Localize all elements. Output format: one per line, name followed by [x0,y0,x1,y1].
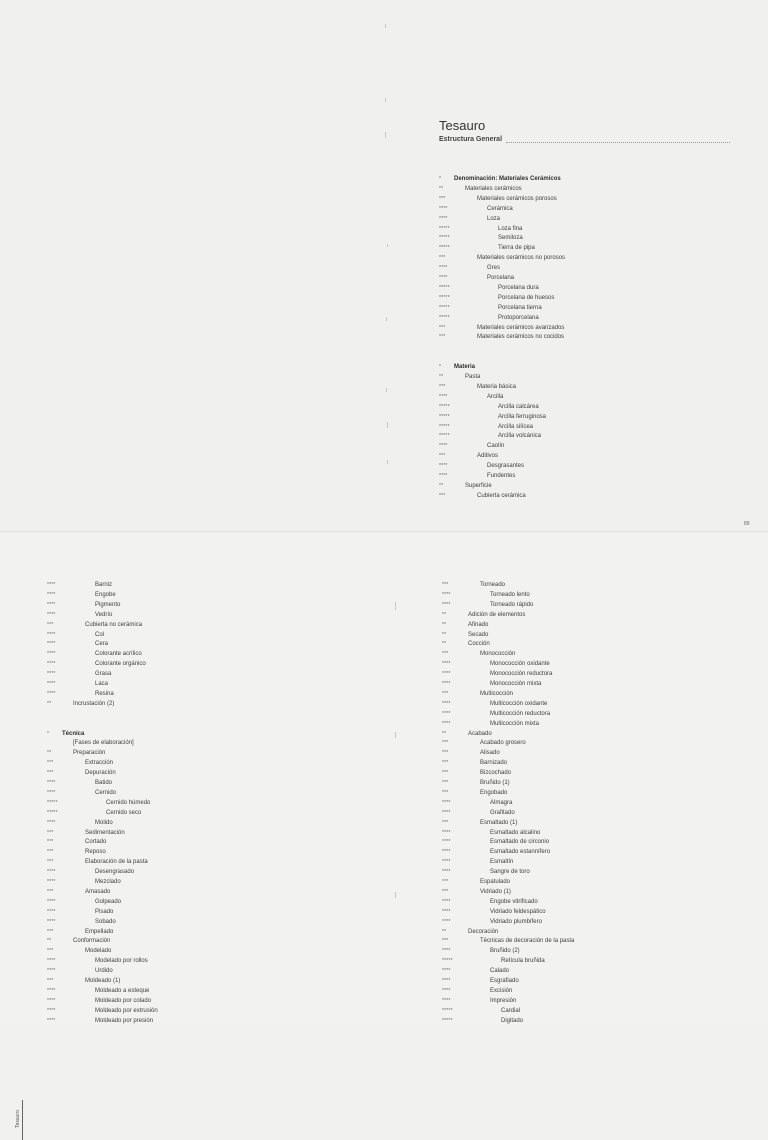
entry-term: Alisado [480,750,500,757]
level-marker: **** [47,908,56,915]
level-marker: *** [442,770,449,777]
level-marker: *** [47,928,54,935]
entry-term: Cernido [95,789,117,796]
level-marker: *** [442,789,449,796]
entry-term: Conformación [73,938,111,945]
entry-term: Barnizado [480,760,508,767]
level-marker: *** [47,760,54,767]
entry-term: Cera [95,641,109,648]
level-marker: **** [47,1017,56,1024]
level-marker: ** [439,374,444,380]
level-marker: *** [47,839,54,846]
level-marker: ***** [442,1017,453,1024]
level-marker: **** [47,968,56,975]
entry-term: Molido [95,819,113,826]
level-marker: **** [442,710,451,717]
level-marker: *** [47,829,54,836]
entry-term: Esmaltado alcalino [490,829,541,836]
level-marker: ***** [439,403,450,410]
entry-term: Porcelana tierna [498,304,542,311]
entry-term: Moldeado (1) [85,978,121,984]
entry-term: Esmaltado de circonio [490,839,550,846]
scan-mark [385,24,386,28]
level-marker: **** [442,859,451,866]
entry-term: Secado [468,631,489,638]
scan-mark [386,388,387,392]
level-marker: ** [442,611,447,618]
level-marker: **** [47,780,56,786]
entry-term: Porcelana dura [498,284,539,291]
scan-mark [387,422,388,428]
entry-term: Porcelana [487,275,515,281]
entry-term: [Fases de elaboración] [73,740,134,747]
entry-term: Modelado por rollos [95,958,148,965]
entry-term: Cardial [501,1007,521,1014]
level-marker: **** [47,958,56,965]
entry-term: Sobado [95,918,116,925]
entry-term: Moldeado por presión [95,1017,154,1024]
entry-term: Multicocción oxidante [490,700,548,707]
entry-term: Modelado [85,948,112,955]
level-marker: **** [47,641,56,648]
level-marker: **** [442,997,451,1004]
entry-term: Calado [490,968,510,975]
entry-term: Esgrafiado [490,978,519,984]
entry-term: Pasta [465,374,481,380]
entry-term: Excisión [490,987,513,994]
entry-term: Vedrío [95,611,113,618]
side-tab [14,1100,23,1140]
level-marker: *** [439,195,446,202]
level-marker: **** [47,651,56,658]
level-marker: **** [442,869,451,876]
level-marker: **** [442,987,451,994]
level-marker: **** [439,275,448,281]
level-marker: * [439,176,442,182]
level-marker: ***** [439,294,450,301]
entry-term: Depuración [85,770,116,777]
level-marker: ***** [439,413,450,420]
entry-term: Resina [95,690,114,697]
entry-term: Esmaltín [490,859,514,866]
entry-term: Bruñido (2) [490,948,520,955]
entry-term: Loza [487,215,501,222]
entry-term: Sedimentación [85,829,125,836]
entry-term: Cernido húmedo [106,799,151,806]
level-marker: *** [442,651,449,658]
entry-term: Incrustación (2) [73,700,115,707]
side-tab-label: Tesauro [15,1110,21,1128]
level-marker: * [439,364,442,371]
level-marker: **** [439,265,448,272]
level-marker: ***** [439,314,450,321]
entry-term: Bruñido (1) [480,780,510,786]
level-marker: ***** [439,225,450,232]
scan-mark [395,602,396,610]
level-marker: ***** [439,235,450,242]
entry-term: Impresión [490,997,517,1004]
entry-term: Acabado [468,730,492,737]
level-marker: **** [47,898,56,905]
level-marker: *** [47,948,54,955]
level-marker: **** [442,849,451,856]
level-marker: ***** [439,245,450,252]
level-marker: **** [442,839,451,846]
level-marker: *** [442,938,449,945]
level-marker: **** [442,671,451,678]
level-marker: **** [47,661,56,668]
entry-term: Materiales cerámicos no cocidos [477,334,565,341]
scan-mark [386,317,387,321]
level-marker: **** [47,987,56,994]
level-marker: ** [47,700,52,707]
entry-term: Multicocción mixta [490,720,540,727]
upper-page [0,0,768,532]
level-marker: ***** [47,799,58,806]
thesaurus-list-right [442,580,752,1024]
entry-term: Decoración [468,928,499,935]
level-marker: ** [439,185,444,192]
entry-term: Arcilla silícea [498,423,534,430]
entry-term: Técnicas de decoración de la pasta [480,938,575,945]
entry-term: Denominación: Materiales Cerámicos [454,176,561,182]
entry-term: Materiales cerámicos avanzados [477,324,565,331]
entry-term: Vidriado plumbífero [490,918,542,925]
entry-term: Digitado [501,1017,524,1024]
level-marker: **** [442,918,451,925]
entry-term: Técnica [62,730,85,737]
level-marker: **** [442,908,451,915]
level-marker: **** [439,393,448,400]
level-marker: **** [442,591,451,598]
level-marker: ** [47,750,52,757]
entry-term: Arcilla ferruginosa [498,413,547,420]
entry-term: Torneado rápido [490,601,534,608]
level-marker: *** [442,750,449,757]
entry-term: Moldeado por extrusión [95,1007,158,1014]
level-marker: **** [442,681,451,687]
level-marker: *** [47,621,54,628]
level-marker: **** [439,463,448,470]
entry-term: Superficie [465,482,492,489]
level-marker: **** [47,611,56,618]
entry-term: Monococción mixta [490,681,542,687]
level-marker: **** [442,809,451,816]
entry-term: Batido [95,780,113,786]
entry-term: Reposo [85,849,106,856]
level-marker: *** [439,324,446,331]
level-marker: **** [47,591,56,598]
level-marker: *** [439,334,446,341]
thesaurus-list-left [47,580,347,1024]
entry-term: Empellado [85,928,114,935]
level-marker: *** [47,888,54,895]
entry-term: Esmaltado (1) [480,819,518,826]
level-marker: *** [442,780,449,786]
entry-term: Pisado [95,908,114,915]
entry-term: Cortado [85,839,107,846]
scan-mark [387,460,388,464]
entry-term: Barniz [95,582,113,588]
entry-term: Engobe vitrificado [490,898,538,905]
entry-term: Monococción oxidante [490,661,550,668]
scan-mark [385,98,386,102]
level-marker: **** [442,948,451,955]
entry-term: Colorante acrílico [95,651,142,658]
level-marker: **** [442,661,451,668]
entry-term: Vidriado (1) [480,888,511,895]
entry-term: Sangre de toro [490,869,530,876]
level-marker: ** [442,928,447,935]
scan-mark [385,132,386,138]
entry-term: Porcelana de huesos [498,294,555,301]
entry-term: Desgrasantes [487,463,525,470]
entry-term: Laca [95,681,109,687]
level-marker: *** [47,770,54,777]
level-marker: **** [439,443,448,450]
level-marker: **** [442,799,451,806]
scan-mark [395,732,396,738]
level-marker: ** [47,938,52,945]
level-marker: ** [442,621,447,628]
entry-term: Multicocción reductora [490,710,551,717]
level-marker: **** [47,869,56,876]
level-marker: **** [47,997,56,1004]
level-marker: **** [47,681,56,687]
entry-term: Mezclado [95,879,121,885]
level-marker: ** [442,631,447,638]
level-marker: *** [47,978,54,984]
entry-term: Tierra de pipa [498,245,535,252]
entry-term: Extracción [85,760,114,767]
entry-term: Fundentes [487,473,516,479]
thesaurus-list-top [439,174,739,504]
level-marker: **** [442,898,451,905]
entry-term: Monococción [480,651,516,658]
entry-term: Urdido [95,968,113,975]
entry-term: Aditivos [477,453,499,460]
level-marker: **** [442,829,451,836]
scan-mark [395,892,396,898]
level-marker: **** [442,978,451,984]
page-title: Tesauro [439,118,486,133]
level-marker: ***** [439,304,450,311]
entry-term: Arcilla [487,393,504,400]
entry-term: Elaboración de la pasta [85,859,148,866]
level-marker: **** [439,215,448,222]
entry-term: Materiales cerámicos porosos [477,195,557,202]
entry-term: Vidriado feldespático [490,908,546,915]
level-marker: **** [47,789,56,796]
entry-term: Retícula bruñida [501,958,545,965]
level-marker: *** [439,255,446,262]
page-number: 89 [744,521,750,527]
entry-term: Cerámica [487,205,513,212]
level-marker: **** [442,700,451,707]
entry-term: Arcilla volcánica [498,433,542,440]
level-marker: ***** [47,809,58,816]
level-marker: ** [442,730,447,737]
level-marker: **** [47,879,56,885]
entry-term: Torneado lento [490,591,530,598]
entry-term: Cocción [468,641,490,648]
entry-term: Almagra [490,799,513,806]
entry-term: Moldeado a esteque [95,987,150,994]
entry-term: Moldeado por colado [95,997,152,1004]
page-subtitle: Estructura General [439,136,503,143]
entry-term: Gres [487,265,501,272]
level-marker: *** [439,453,446,460]
level-marker: ***** [439,433,450,440]
level-marker: * [47,730,50,737]
entry-term: Cubierta no cerámica [85,621,143,628]
entry-term: Grasa [95,671,112,678]
subtitle-rule [506,142,730,143]
level-marker: *** [442,582,449,588]
entry-term: Semiloza [498,235,523,242]
entry-term: Engobado [480,789,508,796]
entry-term: Materia [454,364,476,371]
scan-mark [387,244,388,247]
entry-term: Materiales cerámicos no porosos [477,255,566,262]
level-marker: *** [47,849,54,856]
level-marker: *** [442,879,449,885]
entry-term: Torneado [480,582,506,588]
entry-term: Materiales cerámicos [465,185,522,192]
lower-page [0,532,768,1128]
level-marker: **** [47,601,56,608]
entry-term: Bizcochado [480,770,512,777]
entry-term: Protoporcelana [498,314,539,321]
level-marker: **** [442,720,451,727]
entry-term: Golpeado [95,898,122,905]
entry-term: Monococción reductora [490,671,553,678]
level-marker: **** [442,968,451,975]
level-marker: *** [439,492,446,499]
level-marker: **** [47,631,56,638]
level-marker: ** [442,641,447,648]
entry-term: Afinado [468,621,489,628]
entry-term: Cernido seco [106,809,142,816]
level-marker: *** [442,690,449,697]
entry-term: Materia básica [477,383,517,390]
entry-term: Col [95,631,105,638]
level-marker: *** [442,740,449,747]
level-marker: **** [47,582,56,588]
level-marker: ***** [439,284,450,291]
entry-term: Engobe [95,591,116,598]
level-marker: **** [439,205,448,212]
entry-term: Loza fina [498,225,523,232]
entry-term: Esmaltado estannífero [490,849,551,856]
entry-term: Amasado [85,888,111,895]
entry-term: Desengrasado [95,869,135,876]
level-marker: *** [439,383,446,390]
level-marker: **** [47,1007,56,1014]
entry-term: Arcilla calcárea [498,403,539,410]
level-marker: **** [47,918,56,925]
level-marker: **** [439,473,448,479]
entry-term: Adición de elementos [468,611,526,618]
level-marker: *** [47,859,54,866]
entry-term: Preparación [73,750,106,757]
entry-term: Espatulado [480,879,511,885]
entry-term: Pigmento [95,601,121,608]
level-marker: *** [442,888,449,895]
level-marker: **** [442,601,451,608]
entry-term: Caolín [487,443,505,450]
level-marker: **** [47,690,56,697]
level-marker: *** [442,760,449,767]
level-marker: ***** [442,1007,453,1014]
level-marker: **** [47,819,56,826]
level-marker: ***** [442,958,453,965]
level-marker: **** [47,671,56,678]
entry-term: Grafitado [490,809,515,816]
level-marker: *** [442,819,449,826]
level-marker: ***** [439,423,450,430]
level-marker: ** [439,482,444,489]
entry-term: Cubierta cerámica [477,492,526,499]
entry-term: Multicocción [480,690,514,697]
entry-term: Colorante orgánico [95,661,146,668]
entry-term: Acabado grosero [480,740,526,747]
